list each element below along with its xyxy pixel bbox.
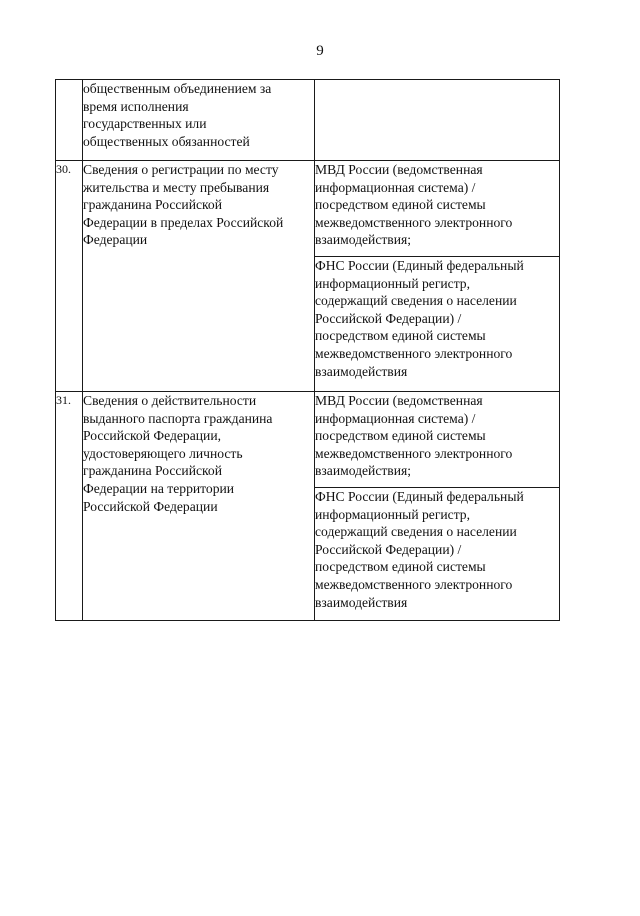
description-line: выданного паспорта гражданина <box>83 410 273 426</box>
description-line: Российской Федерации, <box>83 428 221 444</box>
source-line: взаимодействия <box>315 363 408 379</box>
page-number: 9 <box>316 43 324 59</box>
row-number-cell: 30. <box>56 161 83 392</box>
source-cell-fns <box>315 488 560 621</box>
source-line: посредством единой системы <box>315 328 486 344</box>
source-line: посредством единой системы <box>315 428 486 444</box>
description-line: Сведения о регистрации по месту <box>83 162 279 177</box>
source-line: взаимодействия; <box>315 232 412 248</box>
source-line: информационная система) / <box>315 179 476 195</box>
source-line: информационный регистр, <box>315 275 471 291</box>
description-cell <box>83 161 315 392</box>
source-cell <box>315 80 560 161</box>
table-row-31 <box>56 392 560 488</box>
source-line: содержащий сведения о населении <box>315 293 517 309</box>
source-line: информационная система) / <box>315 410 476 426</box>
source-line: межведомственного электронного <box>315 445 513 461</box>
source-line: информационный регистр, <box>315 506 471 522</box>
source-cell-mvd <box>315 392 560 488</box>
description-line: удостоверяющего личность <box>83 445 243 461</box>
source-line: межведомственного электронного <box>315 345 513 361</box>
description-line: гражданина Российской <box>83 463 222 479</box>
description-line: Федерации на территории <box>83 480 235 496</box>
source-line: Российской Федерации) / <box>315 310 462 326</box>
document-table <box>55 79 560 621</box>
source-line: посредством единой системы <box>315 559 486 575</box>
description-line: гражданина Российской <box>83 197 222 213</box>
description-line: Федерации <box>83 232 148 248</box>
source-line: содержащий сведения о населении <box>315 524 517 540</box>
source-line: взаимодействия; <box>315 463 412 479</box>
row-number-cell <box>56 80 83 161</box>
source-line: посредством единой системы <box>315 197 486 213</box>
source-line: взаимодействия <box>315 594 408 610</box>
table-row-30 <box>56 161 560 257</box>
description-line: Федерации в пределах Российской <box>83 214 284 230</box>
description-line: Сведения о действительности <box>83 393 257 408</box>
source-line: межведомственного электронного <box>315 214 513 230</box>
source-cell-mvd <box>315 161 560 257</box>
description-line: жительства и месту пребывания <box>83 179 270 195</box>
source-line: МВД России (ведомственная <box>315 393 483 408</box>
description-line: общественным объединением за <box>83 81 272 96</box>
source-line: Российской Федерации) / <box>315 541 462 557</box>
source-line: межведомственного электронного <box>315 576 513 592</box>
description-line: время исполнения <box>83 98 189 114</box>
source-line: МВД России (ведомственная <box>315 162 483 177</box>
source-line: ФНС России (Единый федеральный <box>315 258 524 273</box>
table-row-continuation <box>56 80 560 161</box>
description-line: государственных или <box>83 116 207 132</box>
description-cell <box>83 80 315 161</box>
description-cell <box>83 392 315 621</box>
row-number-cell: 31. <box>56 392 83 621</box>
source-cell-fns <box>315 257 560 392</box>
description-line: Российской Федерации <box>83 498 218 514</box>
description-line: общественных обязанностей <box>83 133 250 149</box>
source-line: ФНС России (Единый федеральный <box>315 489 524 504</box>
